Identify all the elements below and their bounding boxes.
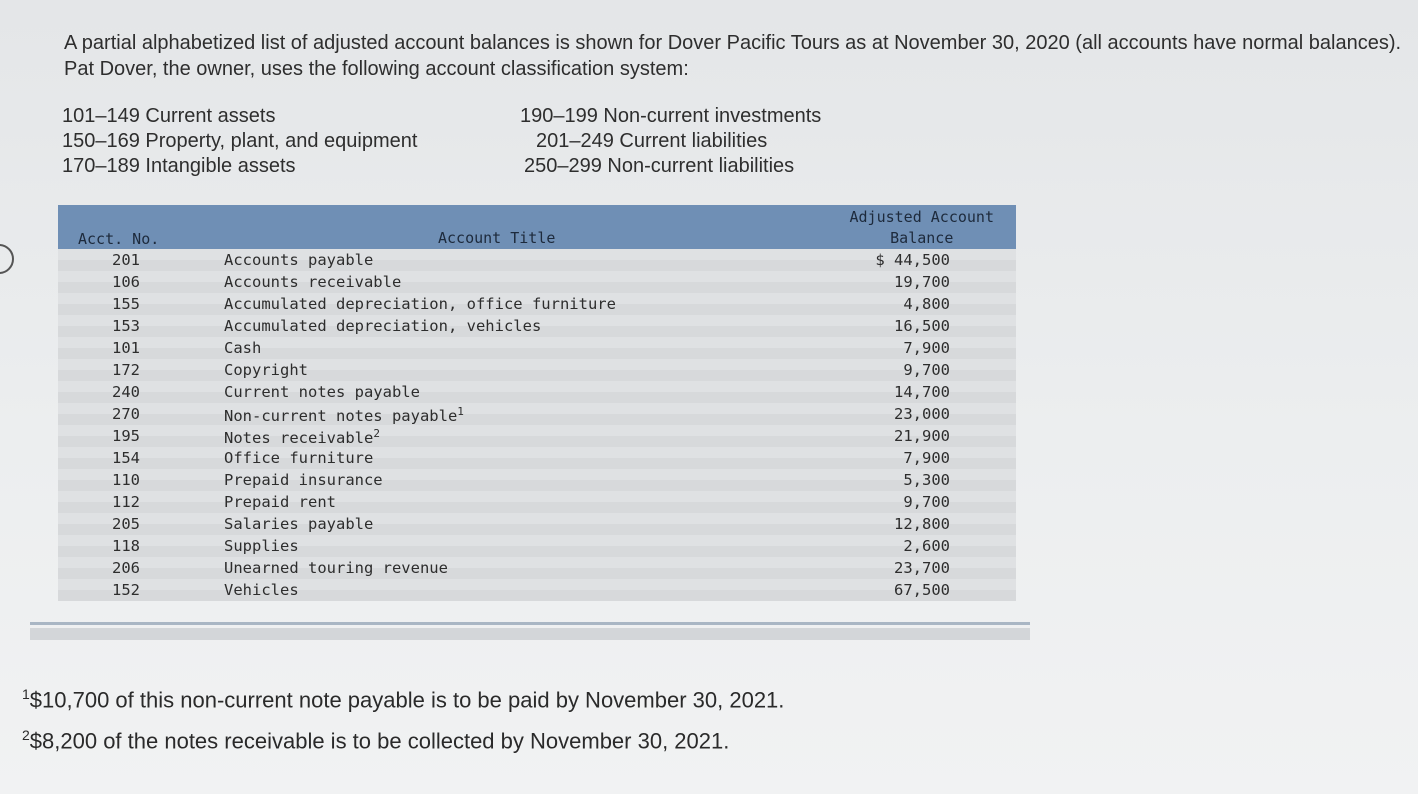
table-row xyxy=(58,359,1016,381)
table-footer-band xyxy=(30,628,1030,640)
balance-cell: 67,500 xyxy=(894,581,950,599)
balance-cell: 16,500 xyxy=(894,317,950,335)
footnote-marker: 1 xyxy=(457,405,464,418)
classification-right xyxy=(520,104,821,179)
account-balances-table xyxy=(58,205,1016,601)
account-title-cell: Accounts receivable xyxy=(224,273,402,291)
account-title-cell: Cash xyxy=(224,339,262,357)
acct-no-cell: 110 xyxy=(112,471,140,489)
account-title-cell: Prepaid rent xyxy=(224,493,336,511)
balance-cell: 7,900 xyxy=(903,339,950,357)
table-row xyxy=(58,425,1016,447)
acct-no-cell: 101 xyxy=(112,339,140,357)
page-edge-mark xyxy=(0,244,14,274)
table-row xyxy=(58,315,1016,337)
account-title-cell: Non-current notes payable$^1$ xyxy=(224,405,464,426)
balance-cell: 12,800 xyxy=(894,515,950,533)
account-title-cell: Supplies xyxy=(224,537,299,555)
account-title-cell: Salaries payable xyxy=(224,515,374,533)
header-account-title: Account Title xyxy=(438,229,556,247)
intro-paragraph: A partial alphabetized list of adjusted account balances is shown for Dover Pacific Tours as at November 30, 2020 (all accounts have normal balances). Pat Dover, the owner, uses the following account classification system: xyxy=(64,32,1402,80)
acct-no-cell: 152 xyxy=(112,581,140,599)
table-header xyxy=(58,205,1016,249)
balance-cell: 4,800 xyxy=(903,295,950,313)
account-title-cell: Unearned touring revenue xyxy=(224,559,448,577)
table-row xyxy=(58,535,1016,557)
header-balance: Adjusted Account Balance xyxy=(849,208,994,247)
balance-cell: 9,700 xyxy=(903,361,950,379)
classification-item: 101–149 Current assets xyxy=(62,105,276,127)
balance-cell: 7,900 xyxy=(903,449,950,467)
table-row xyxy=(58,293,1016,315)
classification-left xyxy=(62,104,417,179)
account-title-cell: Prepaid insurance xyxy=(224,471,383,489)
table-row xyxy=(58,491,1016,513)
table-row xyxy=(58,403,1016,425)
table-row xyxy=(58,337,1016,359)
footnote-1: $^1$\$10,700 of this non-current note payable is to be paid by November 30, 2021. xyxy=(22,686,785,713)
balance-cell: 14,700 xyxy=(894,383,950,401)
footnote-2: $^2$\$8,200 of the notes receivable is to be collected by November 30, 2021. xyxy=(22,727,730,754)
balance-cell: 5,300 xyxy=(903,471,950,489)
acct-no-cell: 206 xyxy=(112,559,140,577)
classification-item: 250–299 Non-current liabilities xyxy=(524,155,795,177)
table-row xyxy=(58,381,1016,403)
account-title-cell: Accumulated depreciation, vehicles xyxy=(224,317,542,335)
classification-item: 201–249 Current liabilities xyxy=(536,130,768,152)
footnote-marker: 2 xyxy=(373,427,380,440)
account-title-cell: Copyright xyxy=(224,361,308,379)
acct-no-cell: 195 xyxy=(112,427,140,445)
table-row xyxy=(58,249,1016,271)
acct-no-cell: 205 xyxy=(112,515,140,533)
classification-item: 170–189 Intangible assets xyxy=(62,155,296,177)
acct-no-cell: 201 xyxy=(112,251,140,269)
acct-no-cell: 240 xyxy=(112,383,140,401)
acct-no-cell: 106 xyxy=(112,273,140,291)
acct-no-cell: 154 xyxy=(112,449,140,467)
table-row xyxy=(58,513,1016,535)
balance-cell: 21,900 xyxy=(894,427,950,445)
acct-no-cell: 172 xyxy=(112,361,140,379)
table-row xyxy=(58,469,1016,491)
balance-cell: 23,000 xyxy=(894,405,950,423)
classification-item: 190–199 Non-current investments xyxy=(520,105,822,127)
table-body xyxy=(58,249,1016,601)
account-title-cell: Accumulated depreciation, office furniture xyxy=(224,295,616,313)
acct-no-cell: 118 xyxy=(112,537,140,555)
acct-no-cell: 112 xyxy=(112,493,140,511)
account-title-cell: Vehicles xyxy=(224,581,299,599)
account-title-cell: Accounts payable xyxy=(224,251,374,269)
balance-cell: 19,700 xyxy=(894,273,950,291)
account-title-cell: Notes receivable$^2$ xyxy=(224,427,380,448)
table-row xyxy=(58,579,1016,601)
balance-cell: $ 44,500 xyxy=(875,251,950,269)
account-title-cell: Current notes payable xyxy=(224,383,420,401)
table-bottom-rule xyxy=(30,622,1030,625)
account-title-cell: Office furniture xyxy=(224,449,374,467)
table-row xyxy=(58,447,1016,469)
balance-cell: 23,700 xyxy=(894,559,950,577)
classification-item: 150–169 Property, plant, and equipment xyxy=(62,130,418,152)
acct-no-cell: 155 xyxy=(112,295,140,313)
balance-cell: 2,600 xyxy=(903,537,950,555)
balance-cell: 9,700 xyxy=(903,493,950,511)
table-row xyxy=(58,271,1016,293)
acct-no-cell: 270 xyxy=(112,405,140,423)
acct-no-cell: 153 xyxy=(112,317,140,335)
table-row xyxy=(58,557,1016,579)
header-acct-no: Acct. No. xyxy=(78,230,160,248)
